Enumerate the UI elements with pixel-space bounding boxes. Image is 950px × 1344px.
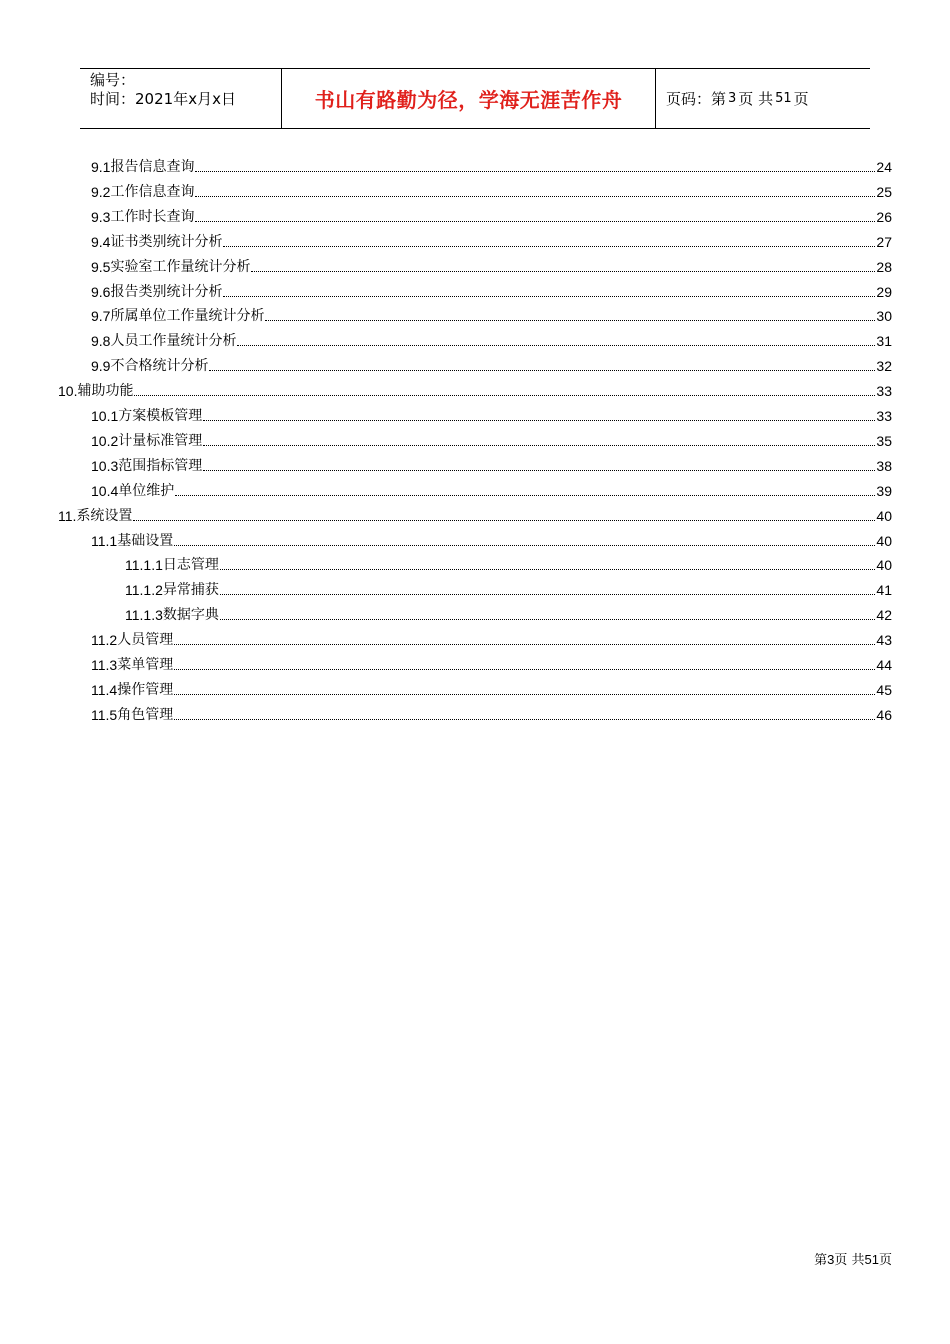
toc-entry-number: 9.9: [91, 358, 111, 375]
toc-entry[interactable]: [91, 152, 892, 176]
footer-current: 3: [827, 1252, 835, 1267]
toc-entry-page: 39: [876, 482, 892, 499]
toc-entry-page: 41: [876, 582, 892, 599]
toc-entry-title: 方案模板管理: [118, 408, 203, 424]
toc-entry-number: 9.4: [91, 233, 111, 250]
toc-dot-leader: [175, 495, 875, 496]
toc-entry-page: 46: [876, 706, 892, 723]
toc-entry-number: 11.2: [91, 632, 118, 649]
time-label: 时间：: [90, 90, 136, 108]
toc-entry[interactable]: [125, 600, 892, 624]
toc-entry-number: 11.3: [91, 657, 118, 673]
toc-entry-number: 11.1.2: [125, 582, 163, 599]
toc-entry-page: 40: [876, 557, 892, 574]
toc-entry-number: 11.1.1: [125, 557, 163, 574]
toc-entry-number: 11.1: [91, 532, 118, 549]
toc-entry-page: 32: [876, 358, 892, 375]
toc-dot-leader: [174, 694, 875, 695]
toc-entry-page: 40: [876, 507, 892, 524]
toc-entry-page: 29: [876, 283, 892, 300]
toc-entry-number: 10.4: [91, 482, 119, 499]
toc-entry-title: 实验室工作量统计分析: [110, 258, 251, 275]
toc-entry-number: 9.3: [91, 208, 111, 225]
toc-entry-title: 单位维护: [118, 482, 175, 499]
toc-entry-page: 26: [876, 208, 892, 225]
toc-entry-title: 证书类别统计分析: [110, 233, 223, 250]
toc-entry-page: 25: [876, 183, 892, 200]
toc-entry-title: 辅助功能: [77, 383, 134, 400]
toc-dot-leader: [237, 345, 875, 346]
toc-entry-number: 10.2: [91, 432, 119, 449]
toc-entry[interactable]: [91, 351, 892, 375]
toc-entry-title: 报告类别统计分析: [110, 283, 223, 300]
header-page-current: 3: [728, 91, 737, 106]
toc-dot-leader: [203, 420, 875, 421]
toc-entry-page: 33: [876, 408, 892, 424]
toc-dot-leader: [134, 395, 875, 396]
time-value: 2021年x月x日: [135, 90, 236, 108]
toc-entry-page: 40: [876, 532, 892, 549]
toc-entry[interactable]: [91, 202, 892, 226]
header-page-number: [656, 69, 870, 128]
header-page-middle: 页 共: [738, 90, 774, 108]
toc-dot-leader: [174, 669, 875, 670]
toc-entry[interactable]: [91, 700, 892, 724]
footer-middle: 页 共: [834, 1253, 865, 1268]
footer-total: 51: [864, 1252, 879, 1267]
toc-entry-title: 基础设置: [117, 532, 174, 549]
toc-entry[interactable]: [91, 326, 892, 350]
toc-entry-number: 9.8: [91, 333, 111, 350]
toc-entry-title: 异常捕获: [162, 582, 219, 599]
toc-entry-page: 44: [876, 657, 892, 673]
toc-entry[interactable]: [91, 301, 892, 325]
toc-entry[interactable]: [58, 501, 892, 525]
toc-dot-leader: [265, 320, 875, 321]
toc-entry-page: 35: [876, 432, 892, 449]
toc-dot-leader: [220, 594, 876, 595]
toc-entry-title: 所属单位工作量统计分析: [110, 308, 265, 325]
toc-entry-title: 工作时长查询: [110, 208, 195, 225]
toc-entry-page: 28: [876, 258, 892, 275]
time-line: [90, 90, 281, 109]
toc-dot-leader: [195, 171, 875, 172]
toc-entry[interactable]: [91, 426, 892, 450]
toc-dot-leader: [209, 370, 875, 371]
toc-entry-page: 42: [876, 607, 892, 624]
header-motto: 书山有路勤为径，学海无涯苦作舟: [282, 69, 656, 128]
code-label: 编号：: [90, 71, 136, 89]
toc-dot-leader: [133, 520, 875, 521]
toc-entry[interactable]: [91, 526, 892, 550]
toc-entry-page: 27: [876, 233, 892, 250]
toc-entry[interactable]: [125, 550, 892, 574]
toc-entry-number: 10.3: [91, 457, 119, 474]
toc-entry-title: 不合格统计分析: [110, 358, 209, 375]
toc-entry-number: 11.5: [91, 706, 118, 723]
toc-entry-title: 数据字典: [162, 607, 219, 624]
toc-entry-number: 11.1.3: [125, 607, 163, 624]
toc-entry-title: 工作信息查询: [110, 183, 195, 200]
toc-entry-number: 10.: [58, 383, 78, 400]
toc-entry[interactable]: [58, 376, 892, 400]
toc-dot-leader: [174, 719, 875, 720]
toc-dot-leader: [220, 569, 876, 570]
header-page-prefix: 页码：第: [666, 90, 727, 108]
toc-entry[interactable]: [91, 177, 892, 201]
toc-entry-title: 报告信息查询: [110, 159, 195, 175]
toc-dot-leader: [174, 644, 875, 645]
toc-entry-number: 9.7: [91, 308, 111, 325]
toc-dot-leader: [203, 445, 875, 446]
toc-entry[interactable]: [125, 575, 892, 599]
toc-entry-page: 30: [876, 308, 892, 325]
toc-entry-title: 范围指标管理: [118, 457, 203, 474]
toc-entry[interactable]: [91, 227, 892, 251]
toc-entry-number: 9.1: [91, 159, 111, 175]
header-page-suffix: 页: [793, 90, 809, 108]
toc-entry-title: 日志管理: [162, 557, 219, 574]
toc-entry-title: 人员工作量统计分析: [110, 333, 237, 350]
toc-entry-number: 10.1: [91, 408, 119, 424]
toc-dot-leader: [223, 246, 875, 247]
toc-entry-title: 计量标准管理: [118, 432, 203, 449]
toc-entry-page: 45: [876, 681, 892, 698]
toc-entry[interactable]: [91, 625, 892, 649]
page-footer: [814, 1249, 892, 1268]
toc-dot-leader: [195, 196, 875, 197]
toc-entry-number: 11.4: [91, 681, 118, 698]
toc-entry[interactable]: [91, 451, 892, 475]
toc-entry-page: 38: [876, 457, 892, 474]
toc-entry-title: 菜单管理: [117, 657, 174, 673]
toc-entry-number: 11.: [58, 507, 77, 524]
toc-dot-leader: [251, 271, 875, 272]
header-page-total: 51: [775, 91, 792, 106]
page-header: [80, 68, 870, 129]
toc-entry[interactable]: [91, 401, 892, 425]
toc-entry-title: 人员管理: [117, 632, 174, 649]
toc-entry[interactable]: [91, 675, 892, 699]
toc-entry-page: 43: [876, 632, 892, 649]
toc-entry-title: 操作管理: [117, 681, 174, 698]
toc-entry[interactable]: [91, 476, 892, 500]
toc-entry-number: 9.5: [91, 258, 111, 275]
toc-dot-leader: [223, 296, 875, 297]
header-meta: [80, 69, 282, 128]
toc-dot-leader: [220, 619, 876, 620]
toc-entry-page: 33: [876, 383, 892, 400]
toc-entry-title: 角色管理: [117, 706, 174, 723]
toc-entry-title: 系统设置: [76, 507, 133, 524]
toc-dot-leader: [195, 221, 875, 222]
toc-entry-page: 24: [876, 159, 892, 175]
toc-entry-page: 31: [876, 333, 892, 350]
toc-dot-leader: [174, 545, 875, 546]
toc-dot-leader: [203, 470, 875, 471]
footer-prefix: 第: [814, 1253, 828, 1268]
toc-entry[interactable]: [91, 277, 892, 301]
toc-entry-number: 9.6: [91, 283, 111, 300]
toc-entry-number: 9.2: [91, 183, 111, 200]
toc-entry[interactable]: [91, 650, 892, 674]
toc-entry[interactable]: [91, 252, 892, 276]
footer-suffix: 页: [878, 1253, 892, 1268]
